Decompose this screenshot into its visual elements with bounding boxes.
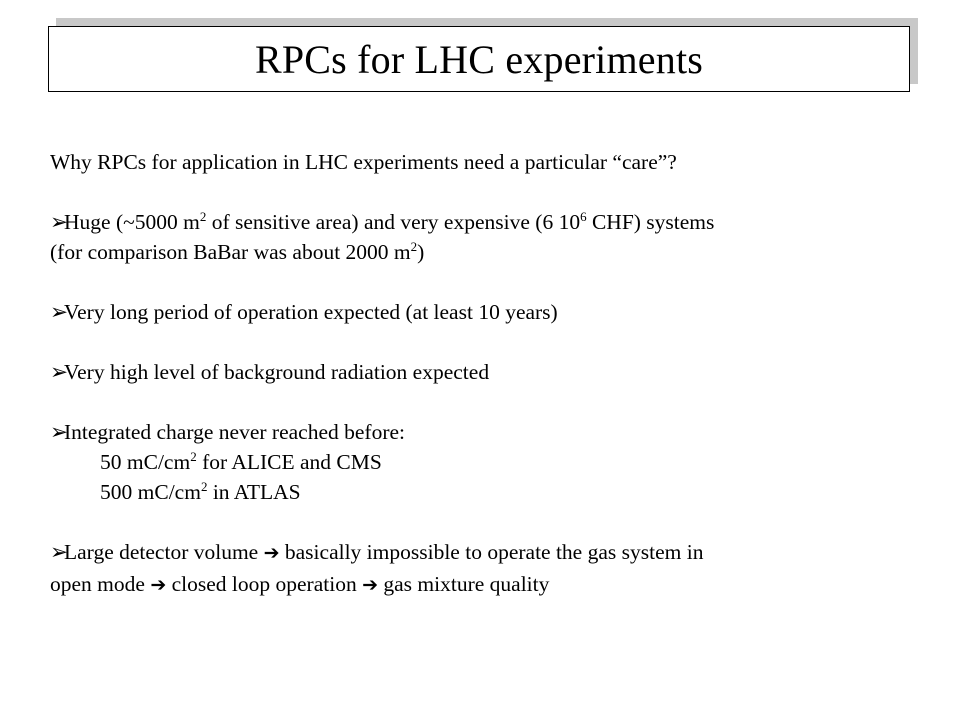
bullet-long-operation [50, 297, 930, 327]
superscript: 2 [199, 209, 207, 224]
right-arrow-icon: ➔ [362, 575, 378, 596]
title-box [48, 26, 910, 92]
bullet-huge-systems [50, 207, 930, 237]
slide-title: RPCs for LHC experiments [254, 36, 704, 82]
bullet-text: Very long period of operation expected (at least 10 years) [64, 300, 558, 324]
sub-item-text: in ATLAS [207, 480, 301, 504]
bullet-text: Very high level of background radiation expected [64, 360, 490, 384]
question-text: Why RPCs for application in LHC experiments need a particular “care”? [50, 150, 677, 174]
slide-body [50, 147, 930, 601]
bullet-text: ) [417, 240, 425, 264]
sub-item-text: 500 mC/cm [100, 480, 201, 504]
bullet-continuation [50, 237, 930, 267]
bullet-text: basically impossible to operate the gas system in [279, 540, 704, 564]
sub-item-text: for ALICE and CMS [196, 450, 382, 474]
sub-item-text: 50 mC/cm [100, 450, 191, 474]
superscript: 6 [580, 209, 587, 224]
superscript: 2 [200, 479, 208, 494]
bullet-text: open mode [50, 572, 151, 596]
bullet-text: (for comparison BaBar was about 2000 m [50, 240, 411, 264]
bullet-detector-volume [50, 537, 930, 569]
sub-item-alice-cms [50, 447, 930, 477]
bullet-text: CHF) systems [586, 210, 715, 234]
arrow-bullet-icon: ➢ [50, 210, 69, 234]
right-arrow-icon: ➔ [263, 543, 280, 564]
bullet-text: Large detector volume [64, 540, 264, 564]
arrow-bullet-icon: ➢ [50, 360, 69, 384]
bullet-text: Integrated charge never reached before: [64, 420, 405, 444]
bullet-text: gas mixture quality [378, 572, 550, 596]
arrow-bullet-icon: ➢ [50, 300, 69, 324]
bullet-text: closed loop operation [166, 572, 363, 596]
right-arrow-icon: ➔ [150, 575, 167, 596]
arrow-bullet-icon: ➢ [50, 420, 69, 444]
sub-item-atlas [50, 477, 930, 507]
bullet-continuation [50, 569, 930, 601]
bullet-integrated-charge [50, 417, 930, 447]
arrow-bullet-icon: ➢ [50, 540, 69, 564]
bullet-text: Huge (~5000 m [64, 210, 200, 234]
superscript: 2 [410, 239, 418, 254]
bullet-text: of sensitive area) and very expensive (6 10 [206, 210, 581, 234]
bullet-background-radiation [50, 357, 930, 387]
superscript: 2 [190, 449, 197, 464]
